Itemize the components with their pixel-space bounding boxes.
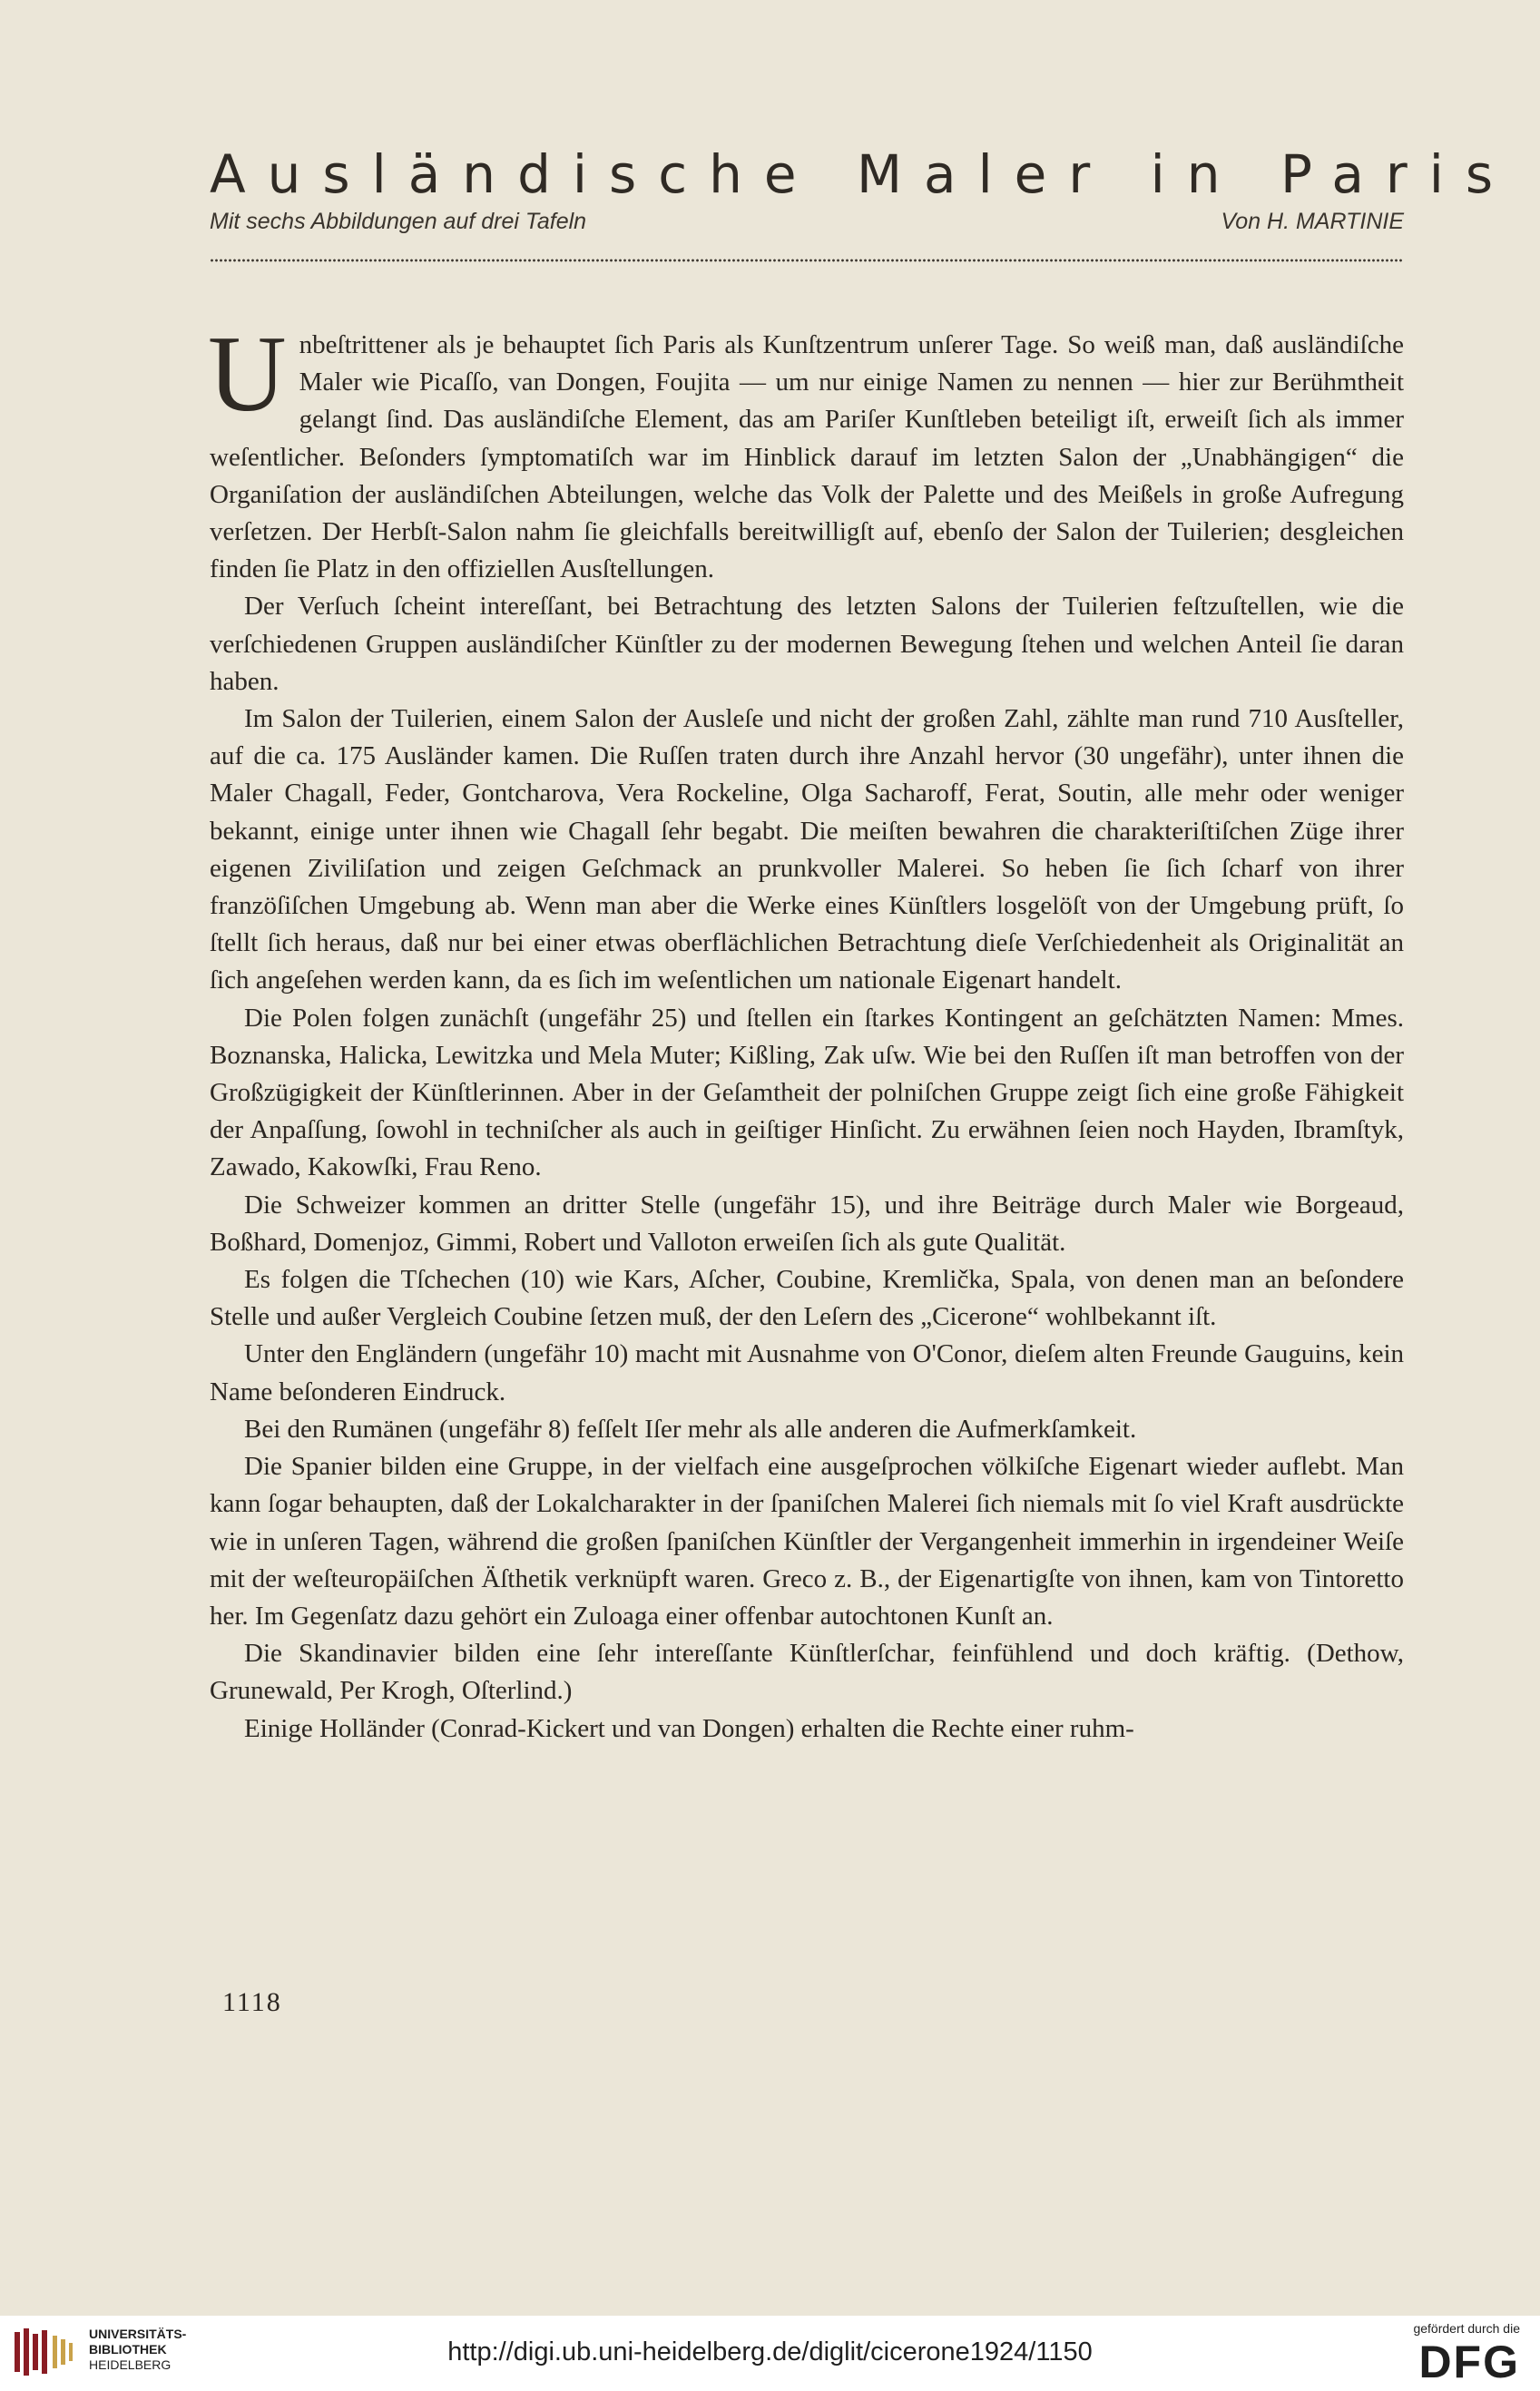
- dfg-logo: DFG: [1418, 2337, 1520, 2387]
- source-url-link[interactable]: http://digi.ub.uni-heidelberg.de/diglit/cicerone1924/1150: [447, 2337, 1093, 2367]
- illustrations-note: Mit sechs Abbildungen auf drei Tafeln: [210, 209, 587, 234]
- library-line-2: BIBLIOTHEK: [89, 2342, 167, 2357]
- page-number: 1118: [222, 1987, 282, 2017]
- paragraph-6: Es folgen die Tſchechen (10) wie Kars, Aſcher, Coubine, Kremlička, Spala, von denen man an beſondere Stelle und außer Vergleich Coubine ſetzen muß, der den Leſern des „Cicerone“ wohlbekannt iſt.: [210, 1265, 1404, 1332]
- dotted-divider: [210, 258, 1404, 263]
- library-line-3: HEIDELBERG: [89, 2357, 172, 2372]
- author-line: Von H. MARTINIE: [1221, 209, 1404, 234]
- funding-note: gefördert durch die: [1413, 2321, 1520, 2336]
- paragraph-5: Die Schweizer kommen an dritter Stelle (ungefähr 15), und ihre Beiträge durch Maler wie Borgeaud, Boßhard, Domenjoz, Gimmi, Robert und Valloton erweiſen ſich als gute Qualität.: [210, 1190, 1404, 1257]
- footer-bar: [0, 2316, 1540, 2391]
- paragraph-4: Die Polen folgen zunächſt (ungefähr 25) und ſtellen ein ſtarkes Kontingent an geſchätzten Namen: Mmes. Boznanska, Halicka, Lewitzka und Mela Muter; Kißling, Zak uſw. Wie bei den Ruſſen iſt man betroffen von der Großzügigkeit der Künſtlerinnen. Aber in der Geſamtheit der polniſchen Gruppe zeigt ſich eine große Fähigkeit der Anpaſſung, ſowohl in techniſcher als auch in geiſtiger Hinſicht. Zu erwähnen ſeien noch Hayden, Ibramſtyk, Zawado, Kakowſki, Frau Reno.: [210, 1003, 1404, 1182]
- paragraph-1-text: nbeſtrittener als je behauptet ſich Paris als Kunſtzentrum unſerer Tage. So weiß man, daß ausländiſche Maler wie Picaſſo, van Dongen, Foujita — um nur einige Namen zu nennen — hier zur Berühmtheit gelangt ſind. Das ausländiſche Element, das am Pariſer Kunſtleben beteiligt iſt, erweiſt ſich als immer weſentlicher. Beſonders ſymptomatiſch war im Hinblick darauf im letzten Salon der „Unabhängigen“ die Organiſation der ausländiſchen Abteilungen, welche das Volk der Palette und des Meißels in große Aufregung verſetzen. Der Herbſt-Salon nahm ſie gleichfalls bereitwilligſt auf, ebenſo der Salon der Tuilerien; desgleichen finden ſie Platz in den offiziellen Ausſtellungen.: [210, 330, 1404, 584]
- paragraph-7: Unter den Engländern (ungefähr 10) macht mit Ausnahme von O'Conor, dieſem alten Freunde Gauguins, kein Name beſonderen Eindruck.: [210, 1339, 1404, 1406]
- paragraph-11: Einige Holländer (Conrad-Kickert und van Dongen) erhalten die Rechte einer ruhm-: [244, 1713, 1134, 1743]
- paragraph-1: [208, 313, 1404, 588]
- paragraph-2: Der Verſuch ſcheint intereſſant, bei Betrachtung des letzten Salons der Tuilerien feſtzuſtellen, wie die verſchiedenen Gruppen ausländiſcher Künſtler zu der modernen Bewegung ſtehen und welchen Anteil ſie daran haben.: [210, 592, 1404, 696]
- library-line-1: UNIVERSITÄTS-: [89, 2327, 187, 2341]
- paragraph-9: Die Spanier bilden eine Gruppe, in der vielfach eine ausgeſprochen völkiſche Eigenart wieder auflebt. Man kann ſogar behaupten, daß der Lokalcharakter in der ſpaniſchen Malerei ſich niemals mit ſo viel Kraft ausdrückte wie in unſeren Tagen, während die großen ſpaniſchen Künſtler der Vergangenheit immerhin in irgendeiner Weiſe mit der weſteuropäiſchen Äſthetik verknüpft waren. Greco z. B., der Eigenartigſte von ihnen, kam von Tintoretto her. Im Gegenſatz dazu gehört ein Zuloaga einer offenbar autochtonen Kunſt an.: [210, 1452, 1404, 1631]
- article-body: [208, 313, 1404, 1748]
- paragraph-8: Bei den Rumänen (ungefähr 8) feſſelt Iſer mehr als alle anderen die Aufmerkſamkeit.: [244, 1414, 1137, 1444]
- drop-cap: U: [208, 313, 287, 434]
- paragraph-3: Im Salon der Tuilerien, einem Salon der Ausleſe und nicht der großen Zahl, zählte man rund 710 Ausſteller, auf die ca. 175 Ausländer kamen. Die Ruſſen traten durch ihre Anzahl hervor (30 ungefähr), unter ihnen die Maler Chagall, Feder, Gontcharova, Vera Rockeline, Olga Sacharoff, Ferat, Soutin, alle mehr oder weniger bekannt, einige unter ihnen wie Chagall ſehr begabt. Die meiſten bewahren die charakteriſtiſchen Züge ihrer eigenen Ziviliſation und zeigen Geſchmack an prunkvoller Malerei. So heben ſie ſich ſcharf von ihrer franzöſiſchen Umgebung ab. Wenn man aber die Werke eines Künſtlers losgelöſt von der Umgebung prüft, ſo ſtellt ſich heraus, daß nur bei einer etwas oberflächlichen Betrachtung dieſe Verſchiedenheit als Originalität an ſich angeſehen werden kann, da es ſich im weſentlichen um nationale Eigenart handelt.: [210, 704, 1404, 995]
- article-title: Ausländische Maler in Paris: [210, 143, 1515, 205]
- paragraph-10: Die Skandinavier bilden eine ſehr intereſſante Künſtlerſchar, feinfühlend und doch kräftig. (Dethow, Grunewald, Per Krogh, Oſterlind.): [210, 1639, 1404, 1706]
